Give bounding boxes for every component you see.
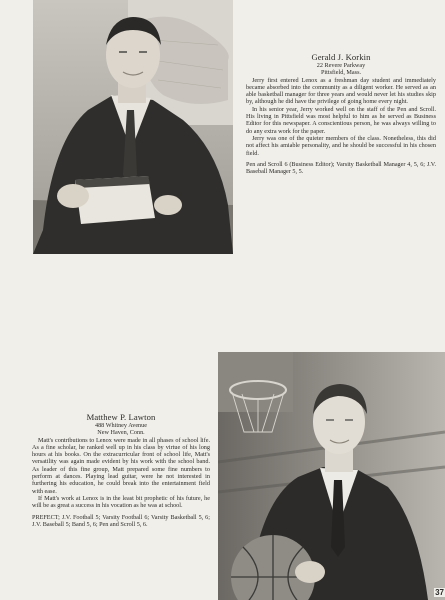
address-street: 22 Revere Parkway	[316, 62, 366, 69]
bio-paragraph: If Matt's work at Lenox is in the least bit prophetic of his future, he will be as great a success in his vocation as he was at school.	[32, 494, 210, 510]
address-city: Pittsfield, Mass.	[320, 69, 362, 77]
bio-paragraph: In his senior year, Jerry worked well on the staff of the Pen and Scroll. His living in Pittsfield was most helpful to him as he served as Business Editor for this newspaper. A conscientious person, he was always willing to do any extra work for the paper.	[246, 105, 436, 135]
address-street: 488 Whitney Avenue	[94, 422, 147, 429]
portrait-photo-icon	[218, 352, 445, 600]
bio-paragraph: Jerry was one of the quieter members of the class. Nonetheless, this did not affect his amiable personality, and he should be successful in his chosen field.	[246, 134, 436, 157]
portrait-photo-korkin	[33, 0, 233, 254]
portrait-photo-lawton	[218, 352, 445, 600]
page-number: 37	[435, 588, 444, 597]
bio-paragraph: Jerry first entered Lenox as a freshman day student and immediately became absorbed into the community as a diligent worker. He served as an able basketball manager for three years and would never let his studies skip by, although he did have the privilege of going home every night.	[246, 76, 436, 106]
student-name: Matthew P. Lawton	[86, 412, 156, 422]
student-name: Gerald J. Korkin	[311, 52, 371, 62]
bio-paragraph: Matt's contributions to Lenox were made in all phases of school life. As a fine scholar, he ranked well up in his class by virtue of his long hours at his books. On the extracurricular front of school life, Matt's versatility was again made evident by his work with the school band. As leader of this fine group, Matt prepared some fine numbers to perform at dances. Playing lead guitar, were he not interested in furthering his education, he could break into the entertainment field with ease.	[32, 436, 210, 495]
activities-list: PREFECT; J.V. Football 5; Varsity Football 6; Varsity Basketball 5, 6; J.V. Baseball 5; Band 5, 6; Pen and Scroll 5, 6.	[32, 513, 210, 528]
portrait-photo-icon	[33, 0, 233, 254]
profile-lawton	[32, 412, 210, 528]
address-city: New Haven, Conn.	[97, 429, 145, 437]
activities-list: Pen and Scroll 6 (Business Editor); Varsity Basketball Manager 4, 5, 6; J.V. Baseball Manager 5, 5.	[246, 160, 436, 176]
profile-korkin	[246, 52, 436, 175]
